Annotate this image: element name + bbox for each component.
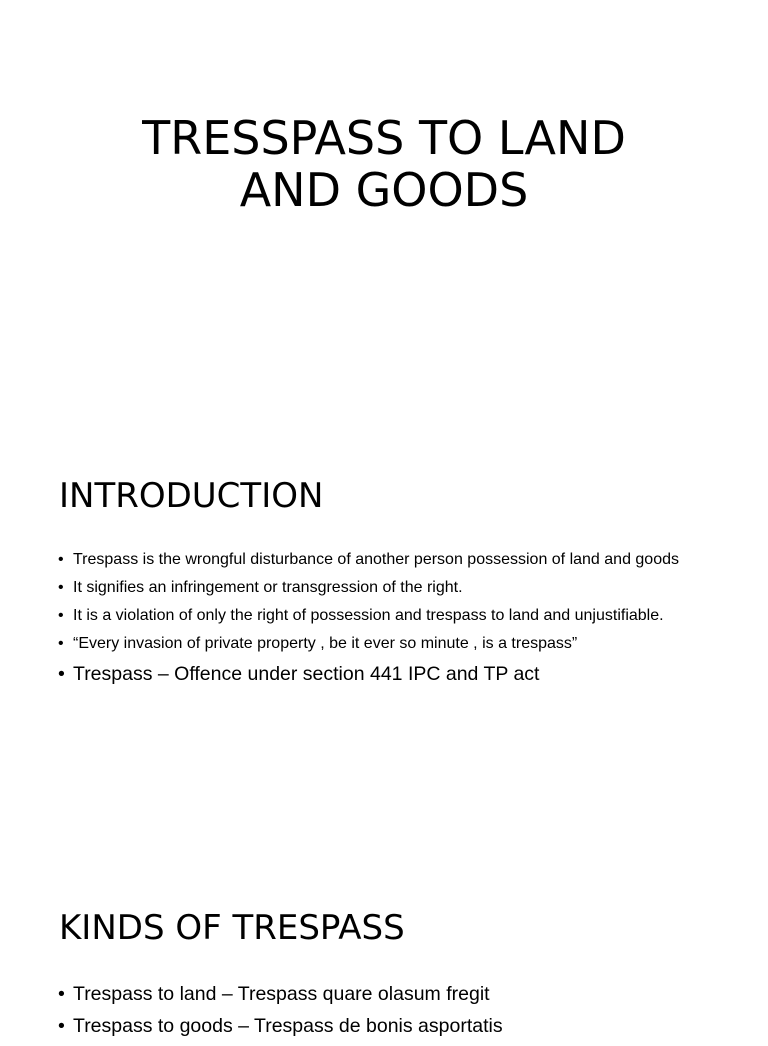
bullet-text: Trespass to goods – Trespass de bonis asportatis: [73, 1015, 503, 1037]
bullet-text: Trespass to land – Trespass quare olasum fregit: [73, 983, 490, 1005]
introduction-slide: [0, 430, 768, 850]
title-slide: [0, 0, 768, 420]
kinds-of-trespass-slide: [0, 860, 768, 1037]
kinds-bullet-list: [58, 982, 709, 1046]
bullet-icon: •: [58, 635, 64, 652]
title-line-2: AND GOODS: [239, 163, 529, 217]
bullet-item: [58, 1014, 709, 1038]
bullet-icon: •: [58, 579, 64, 596]
bullet-icon: •: [58, 663, 65, 685]
bullet-text: Trespass is the wrongful disturbance of another person possession of land and goods: [73, 551, 679, 568]
bullet-icon: •: [58, 1015, 65, 1037]
bullet-icon: •: [58, 983, 65, 1005]
bullet-text: Trespass – Offence under section 441 IPC and TP act: [73, 663, 540, 685]
bullet-item: [58, 550, 709, 570]
bullet-item: [58, 982, 709, 1006]
title-line-1: TRESSPASS TO LAND: [142, 111, 626, 165]
bullet-item: [58, 634, 709, 654]
kinds-heading: KINDS OF TRESPASS: [59, 908, 405, 948]
bullet-text: It is a violation of only the right of possession and trespass to land and unjustifiable.: [73, 607, 664, 624]
bullet-item: [58, 662, 709, 686]
bullet-item: [58, 606, 709, 626]
presentation-title: [0, 112, 768, 216]
bullet-text: “Every invasion of private property , be it ever so minute , is a trespass”: [73, 635, 578, 652]
introduction-heading: INTRODUCTION: [59, 476, 324, 516]
bullet-item: [58, 578, 709, 598]
introduction-bullet-list: [58, 550, 709, 694]
bullet-icon: •: [58, 607, 64, 624]
bullet-icon: •: [58, 551, 64, 568]
bullet-text: It signifies an infringement or transgression of the right.: [73, 579, 463, 596]
